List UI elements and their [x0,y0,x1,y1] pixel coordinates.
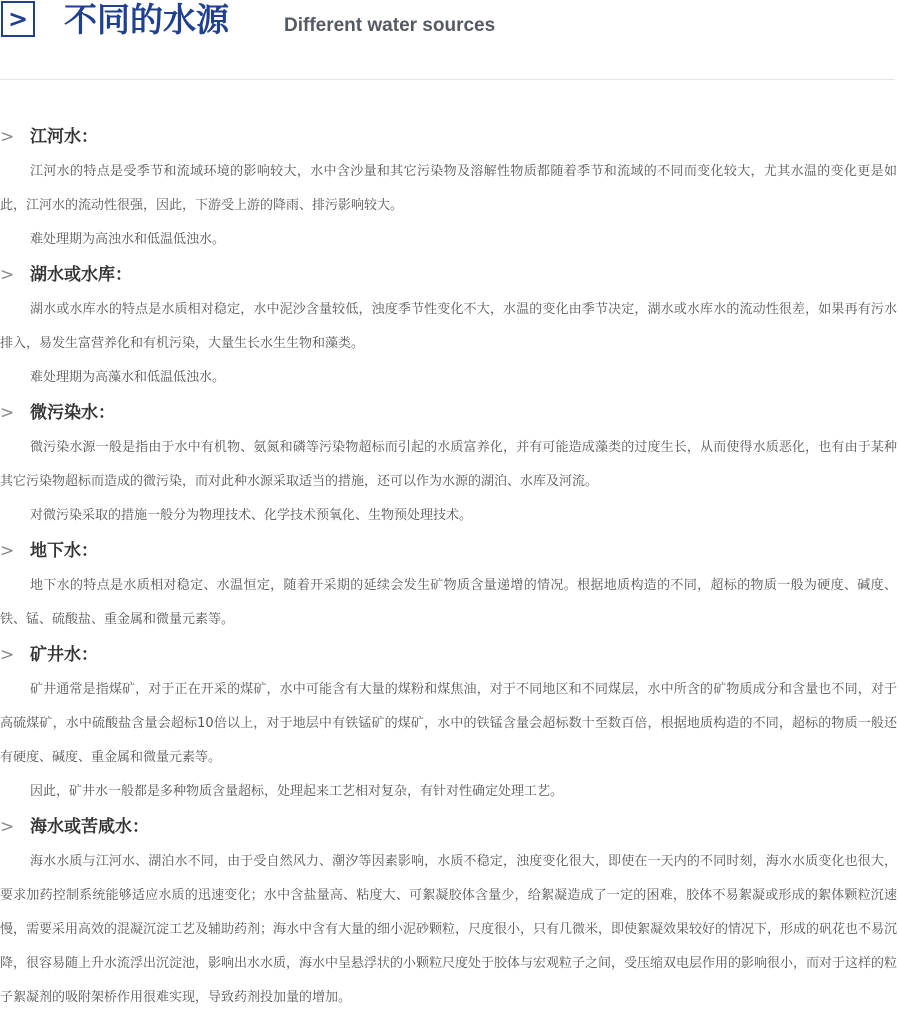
section-paragraph: 地下水的特点是水质相对稳定、水温恒定，随着开采期的延续会发生矿物质含量递增的情况。根据地质构造的不同，超标的物质一般为硬度、碱度、铁、锰、硫酸盐、重金属和微量元素等。 [0,578,897,627]
section-title: 地下水： [30,541,98,561]
section-river-water [0,119,899,257]
section-mine-water [0,637,899,809]
page-header [0,0,899,44]
chevron-right-icon: > [0,127,15,147]
chevron-right-icon: > [1,1,35,37]
page-title: 不同的水源 [64,0,229,39]
section-paragraph: 矿井通常是指煤矿，对于正在开采的煤矿，水中可能含有大量的煤粉和煤焦油，对于不同地区和不同煤层，水中所含的矿物质成分和含量也不同，对于高硫煤矿，水中硫酸盐含量会超标10倍以上，对于地层中有铁锰矿的煤矿，水中的铁锰含量会超标数十至数百倍，根据地质构造的不同，超标的物质一般还有硬度、碱度、重金属和微量元素等。 [0,682,897,765]
section-lake-reservoir-water [0,257,899,395]
section-paragraph: 江河水的特点是受季节和流域环境的影响较大，水中含沙量和其它污染物及溶解性物质都随着季节和流域的不同而变化较大，尤其水温的变化更是如此，江河水的流动性很强，因此，下游受上游的降雨、排污影响较大。 [0,164,897,213]
content-area [0,119,899,1015]
chevron-right-icon: > [0,817,15,837]
section-seawater-brackish-water [0,809,899,1015]
section-groundwater [0,533,899,637]
section-title: 矿井水： [30,645,98,665]
section-title: 微污染水： [30,403,115,423]
section-paragraph: 湖水或水库水的特点是水质相对稳定，水中泥沙含量较低，浊度季节性变化不大，水温的变化由季节决定，湖水或水库水的流动性很差，如果再有污水排入，易发生富营养化和有机污染，大量生长水生生物和藻类。 [0,302,897,351]
page-subtitle: Different water sources [284,15,496,36]
section-heading [0,809,899,845]
chevron-right-icon: > [0,541,15,561]
section-heading [0,257,899,293]
section-heading [0,119,899,155]
chevron-right-icon: > [0,403,15,423]
section-title: 江河水： [30,127,98,147]
section-heading [0,533,899,569]
section-title: 海水或苦咸水： [30,817,149,837]
header-divider [0,79,895,80]
section-paragraph: 难处理期为高藻水和低温低浊水。 [30,370,226,385]
section-paragraph: 难处理期为高浊水和低温低浊水。 [30,232,226,247]
section-heading [0,637,899,673]
section-title: 湖水或水库： [30,265,132,285]
section-micro-polluted-water [0,395,899,533]
section-heading [0,395,899,431]
section-paragraph: 微污染水源一般是指由于水中有机物、氨氮和磷等污染物超标而引起的水质富养化，并有可能造成藻类的过度生长，从而使得水质恶化，也有由于某种其它污染物超标而造成的微污染，而对此种水源采取适当的措施，还可以作为水源的湖泊、水库及河流。 [0,440,897,489]
chevron-right-icon: > [0,265,15,285]
chevron-right-icon: > [0,645,15,665]
section-paragraph: 因此，矿井水一般都是多种物质含量超标，处理起来工艺相对复杂，有针对性确定处理工艺。 [30,784,564,799]
section-paragraph: 海水水质与江河水、湖泊水不同，由于受自然风力、潮汐等因素影响，水质不稳定，浊度变化很大，即使在一天内的不同时刻，海水水质变化也很大，要求加药控制系统能够适应水质的迅速变化；水中含盐量高、粘度大、可絮凝胶体含量少，给絮凝造成了一定的困难，胶体不易絮凝或形成的絮体颗粒沉速慢，需要采用高效的混凝沉淀工艺及辅助药剂；海水中含有大量的细小泥砂颗粒，尺度很小，只有几微米，即使絮凝效果较好的情况下，形成的矾花也不易沉降，很容易随上升水流浮出沉淀池，影响出水水质，海水中呈悬浮状的小颗粒尺度处于胶体与宏观粒子之间，受压缩双电层作用的影响很小，而对于这样的粒子絮凝剂的吸附架桥作用很难实现，导致药剂投加量的增加。 [0,854,898,1005]
section-paragraph: 对微污染采取的措施一般分为物理技术、化学技术预氧化、生物预处理技术。 [30,508,473,523]
